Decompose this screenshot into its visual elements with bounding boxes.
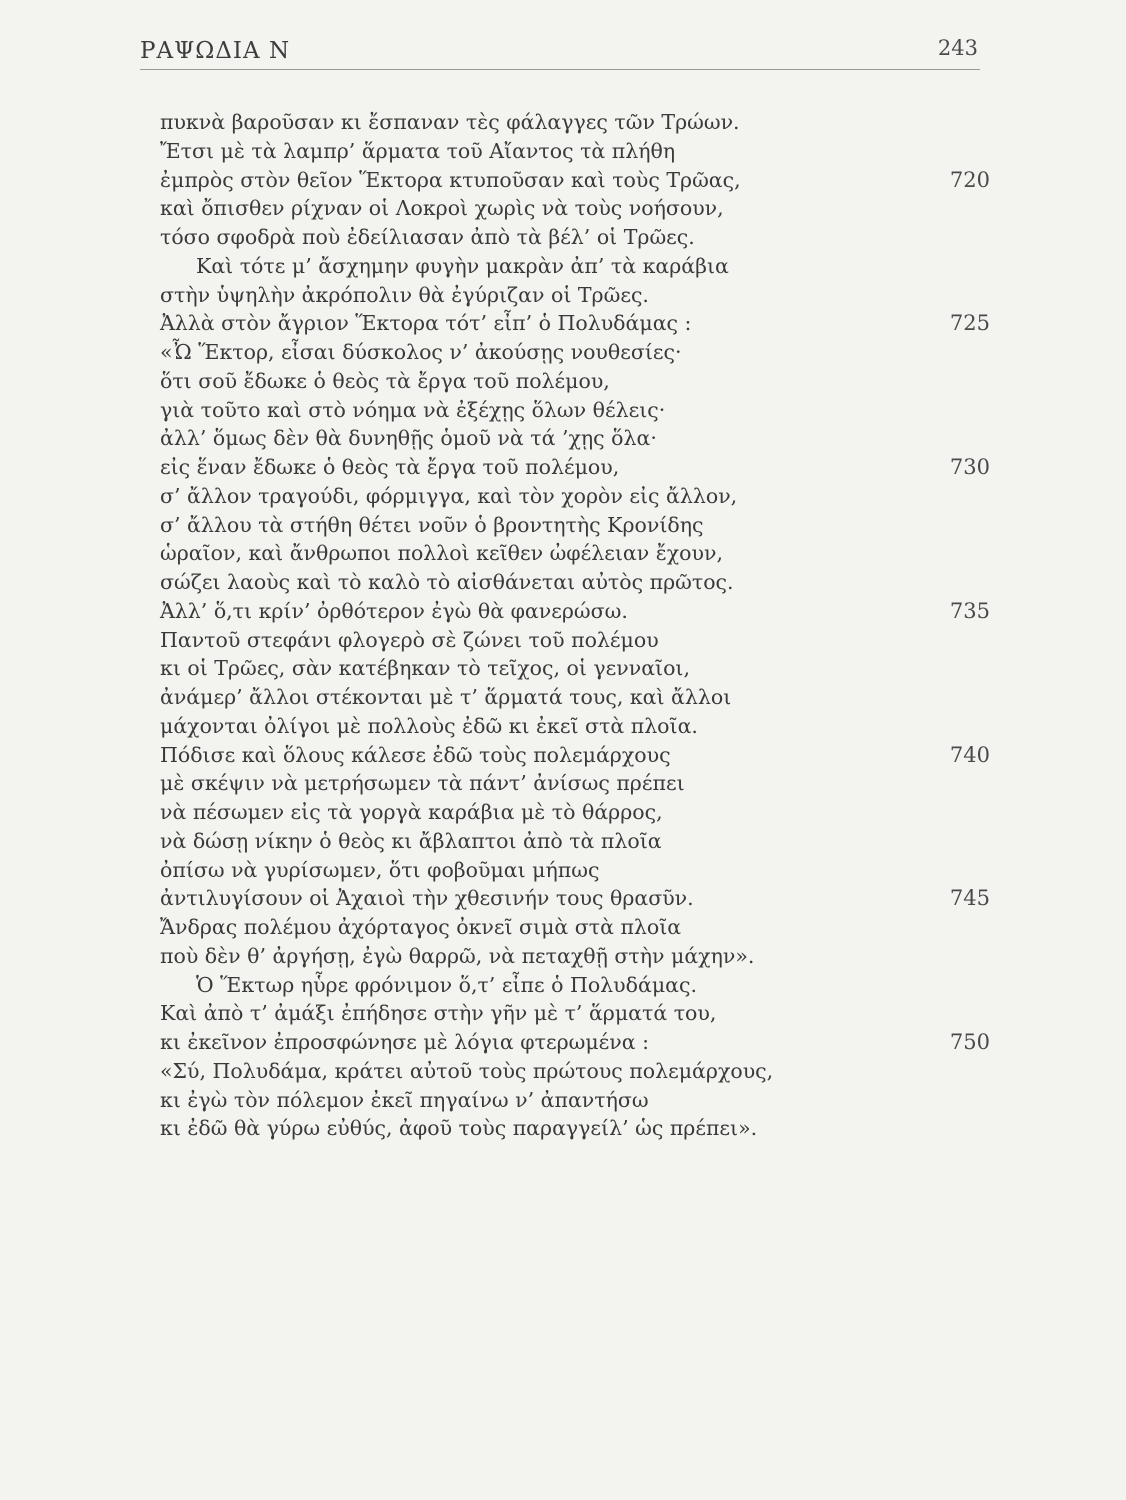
verse-text: κι ἐδῶ θὰ γύρω εὐθύς, ἀφοῦ τοὺς παραγγείλ’ ὡς πρέπει». bbox=[160, 1116, 758, 1141]
verse-text: «Σύ, Πολυδάμα, κράτει αὐτοῦ τοὺς πρώτους πολεμάρχους, bbox=[160, 1058, 774, 1083]
verse-line bbox=[160, 884, 990, 913]
verse-line bbox=[160, 453, 990, 482]
verse-line bbox=[160, 856, 990, 885]
verse-text: «Ὦ Ἕκτορ, εἶσαι δύσκολος ν’ ἀκούσῃς νουθεσίες· bbox=[160, 340, 682, 364]
verse-text: νὰ δώσῃ νίκην ὁ θεὸς κι ἄβλαπτοι ἀπὸ τὰ πλοῖα bbox=[160, 828, 662, 853]
verse-text: ὀπίσω νὰ γυρίσωμεν, ὅτι φοβοῦμαι μήπως bbox=[160, 857, 600, 882]
verse-text: κι οἱ Τρῶες, σὰν κατέβηκαν τὸ τεῖχος, οἱ γενναῖοι, bbox=[160, 656, 690, 681]
verse-text: ἀντιλυγίσουν οἱ Ἀχαιοὶ τὴν χθεσινήν τους θρασῦν. bbox=[160, 886, 694, 911]
line-number: 745 bbox=[949, 886, 990, 911]
line-number: 730 bbox=[949, 455, 990, 479]
verse-line bbox=[160, 942, 990, 971]
verse-text: ἐμπρὸς στὸν θεῖον Ἕκτορα κτυποῦσαν καὶ τοὺς Τρῶας, bbox=[160, 167, 741, 192]
line-number: 735 bbox=[949, 598, 990, 623]
line-number: 750 bbox=[949, 1030, 990, 1054]
verse-line bbox=[160, 1028, 990, 1057]
verse-text: νὰ πέσωμεν εἰς τὰ γοργὰ καράβια μὲ τὸ θάρρος, bbox=[160, 800, 663, 824]
running-head: ΡΑΨΩΔΙΑ Ν bbox=[140, 38, 291, 64]
verse-line bbox=[160, 999, 990, 1028]
verse-text: μάχονται ὀλίγοι μὲ πολλοὺς ἐδῶ κι ἐκεῖ στὰ πλοῖα. bbox=[160, 713, 698, 738]
verse-line bbox=[160, 1086, 990, 1115]
verse-text: τόσο σφοδρὰ ποὺ ἐδείλιασαν ἀπὸ τὰ βέλ’ οἱ Τρῶες. bbox=[160, 225, 695, 249]
verse-line bbox=[160, 913, 990, 942]
verse-line bbox=[160, 626, 990, 655]
verse-line bbox=[160, 827, 990, 856]
verse-text: Ἔτσι μὲ τὰ λαμπρ’ ἅρματα τοῦ Αἴαντος τὰ πλήθη bbox=[160, 138, 676, 163]
verse-text: ἀνάμερ’ ἄλλοι στέκονται μὲ τ’ ἅρματά τους, καὶ ἄλλοι bbox=[160, 685, 732, 709]
verse-block bbox=[160, 108, 990, 1143]
verse-line bbox=[160, 137, 990, 166]
verse-line bbox=[160, 252, 990, 281]
verse-line bbox=[160, 568, 990, 597]
verse-line bbox=[160, 511, 990, 540]
verse-text: σ’ ἄλλου τὰ στήθη θέτει νοῦν ὁ βροντητὴς Κρονίδης bbox=[160, 512, 704, 537]
verse-line bbox=[160, 108, 990, 137]
verse-line bbox=[160, 367, 990, 396]
verse-line bbox=[160, 1114, 990, 1143]
verse-line bbox=[160, 396, 990, 425]
verse-text: μὲ σκέψιν νὰ μετρήσωμεν τὰ πάντ’ ἀνίσως πρέπει bbox=[160, 771, 685, 796]
verse-text: ὅτι σοῦ ἔδωκε ὁ θεὸς τὰ ἔργα τοῦ πολέμου, bbox=[160, 368, 610, 393]
verse-text: Ὁ Ἕκτωρ ηὗρε φρόνιμον ὅ,τ’ εἶπε ὁ Πολυδάμας. bbox=[196, 972, 697, 997]
page-number: 243 bbox=[937, 36, 978, 60]
verse-text: Πόδισε καὶ ὅλους κάλεσε ἐδῶ τοὺς πολεμάρχους bbox=[160, 742, 671, 767]
verse-line bbox=[160, 741, 990, 770]
verse-text: κι ἐγὼ τὸν πόλεμον ἐκεῖ πηγαίνω ν’ ἀπαντήσω bbox=[160, 1087, 649, 1112]
verse-text: Ἀλλ’ ὅ,τι κρίν’ ὀρθότερον ἐγὼ θὰ φανερώσω. bbox=[160, 598, 628, 623]
verse-text: ποὺ δὲν θ’ ἀργήσῃ, ἐγὼ θαρρῶ, νὰ πεταχθῇ στὴν μάχην». bbox=[160, 943, 755, 968]
verse-text: κι ἐκεῖνον ἐπροσφώνησε μὲ λόγια φτερωμένα : bbox=[160, 1030, 650, 1054]
verse-text: εἰς ἕναν ἔδωκε ὁ θεὸς τὰ ἔργα τοῦ πολέμου, bbox=[160, 455, 620, 479]
verse-line bbox=[160, 482, 990, 511]
verse-text: Ἀλλὰ στὸν ἄγριον Ἕκτορα τότ’ εἶπ’ ὁ Πολυδάμας : bbox=[160, 311, 692, 336]
verse-text: ἀλλ’ ὅμως δὲν θὰ δυνηθῇς ὁμοῦ νὰ τά ’χῃς ὅλα· bbox=[160, 426, 657, 451]
line-number: 740 bbox=[949, 742, 990, 767]
verse-text: Καὶ τότε μ’ ἄσχημην φυγὴν μακρὰν ἀπ’ τὰ καράβια bbox=[196, 253, 729, 278]
verse-text: Ἄνδρας πολέμου ἀχόρταγος ὀκνεῖ σιμὰ στὰ πλοῖα bbox=[160, 915, 682, 939]
verse-line bbox=[160, 798, 990, 827]
verse-text: καὶ ὄπισθεν ρίχναν οἱ Λοκροὶ χωρὶς νὰ τοὺς νοήσουν, bbox=[160, 196, 724, 221]
verse-line bbox=[160, 712, 990, 741]
verse-line bbox=[160, 1057, 990, 1086]
verse-line bbox=[160, 223, 990, 252]
verse-line bbox=[160, 338, 990, 367]
verse-line bbox=[160, 539, 990, 568]
verse-line bbox=[160, 683, 990, 712]
verse-line bbox=[160, 971, 990, 1000]
verse-line bbox=[160, 654, 990, 683]
verse-text: Παντοῦ στεφάνι φλογερὸ σὲ ζώνει τοῦ πολέμου bbox=[160, 627, 659, 652]
verse-line bbox=[160, 166, 990, 195]
verse-line bbox=[160, 769, 990, 798]
line-number: 720 bbox=[949, 167, 990, 192]
verse-text: γιὰ τοῦτο καὶ στὸ νόημα νὰ ἐξέχῃς ὅλων θέλεις· bbox=[160, 397, 666, 422]
header-rule bbox=[140, 69, 980, 70]
verse-line bbox=[160, 597, 990, 626]
verse-text: σ’ ἄλλον τραγούδι, φόρμιγγα, καὶ τὸν χορὸν εἰς ἄλλον, bbox=[160, 483, 738, 508]
verse-text: στὴν ὑψηλὴν ἀκρόπολιν θὰ ἐγύριζαν οἱ Τρῶες. bbox=[160, 282, 649, 307]
line-number: 725 bbox=[949, 311, 990, 336]
verse-text: σώζει λαοὺς καὶ τὸ καλὸ τὸ αἰσθάνεται αὐτὸς πρῶτος. bbox=[160, 570, 734, 594]
verse-line bbox=[160, 194, 990, 223]
verse-text: πυκνὰ βαροῦσαν κι ἔσπαναν τὲς φάλαγγες τῶν Τρώων. bbox=[160, 110, 740, 134]
verse-text: ὡραῖον, καὶ ἄνθρωποι πολλοὶ κεῖθεν ὠφέλειαν ἔχουν, bbox=[160, 541, 723, 566]
verse-line bbox=[160, 424, 990, 453]
verse-line bbox=[160, 309, 990, 338]
verse-text: Καὶ ἀπὸ τ’ ἀμάξι ἐπήδησε στὴν γῆν μὲ τ’ ἅρματά του, bbox=[160, 1001, 717, 1026]
verse-line bbox=[160, 281, 990, 310]
